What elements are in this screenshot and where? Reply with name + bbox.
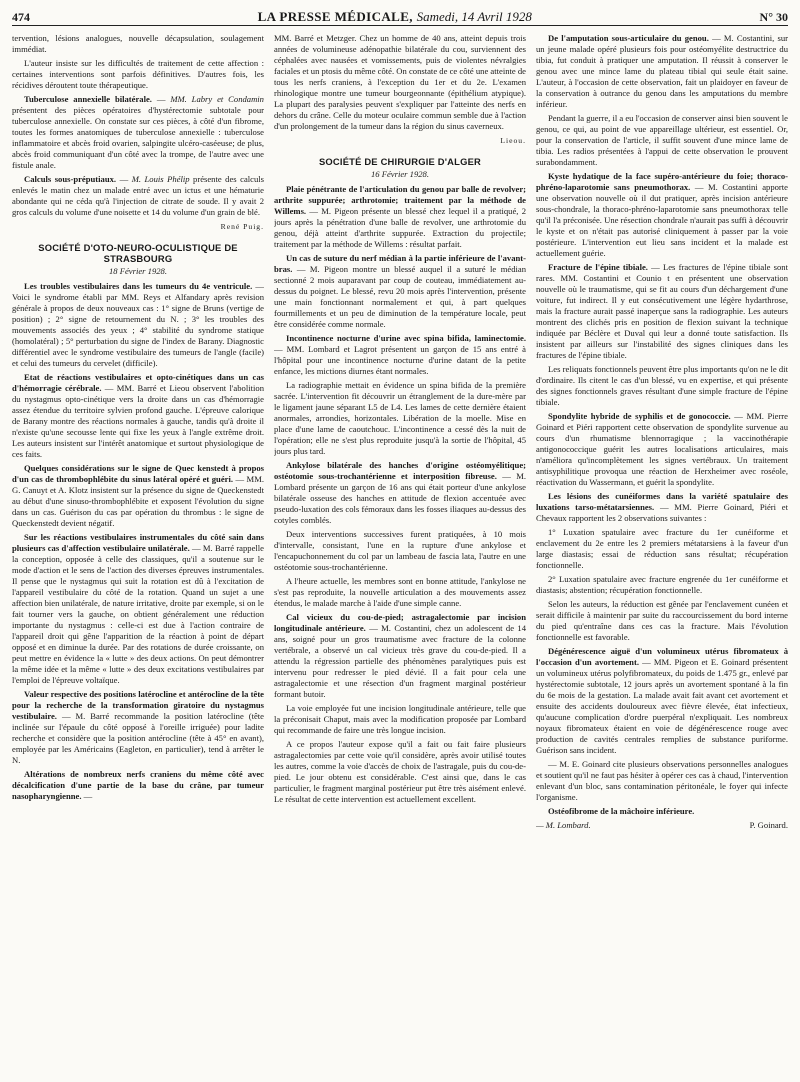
article-body: — M. Lombard présente un garçon de 16 ans qui était porteur d'une ankylose bilatérale osseuse des hanches en attitude de flexion accentuée avec pseudo-luxation des cols fémoraux dans les fosses iliaques au-dessus des cotyles comblés. (274, 471, 526, 525)
article-heading: Calculs sous-préputiaux. (24, 174, 117, 184)
signature: Lieou. (500, 136, 526, 145)
article-heading: Plaie pénétrante de l'articulation du genou par balle de revolver; arthrite suppurée; arthrotomie; traitement par la méthode de Willems. (274, 184, 526, 216)
article-body: présentent des pièces opératoires d'hystérectomie subtotale pour tuberculose annexielle. On constate sur ces pièces, à côté d'un fibrome, toutes les formes anatomiques de tuberculose annexielle : tuberculose inflammatoire et abcès froid ovarien, salpingite ulcéro-caséeuse; de plus, abcès froid communiquant d'un côté avec la trompe, de l'autre avec une fistule anale. (12, 105, 264, 170)
article-heading: Altérations de nombreux nerfs craniens du même côté avec décalcification d'une partie de la base du crâne, par tumeur nasopharyngienne. (12, 769, 264, 801)
article: Altérations de nombreux nerfs craniens du même côté avec décalcification d'une partie de la base du crâne, par tumeur nasopharyngienne. — (12, 769, 264, 801)
article (274, 460, 526, 526)
article-heading: Les lésions des cunéiformes dans la variété spatulaire des luxations tarso-métatarsiennes. (536, 491, 788, 512)
article-body: — MM. Pierre Goinard, Piéri et Chevaux rapportent les 2 observations suivantes : (536, 502, 788, 523)
article: Calculs sous-préputiaux. — M. Louis Phélip présente des calculs enlevés le matin chez un malade entré avec un ictus et une hématurie abondante qui ne céda qu'à l'injection de citrate de soude. Il y avait 2 gros calculs du volume d'une noisette et 14 du volume d'un grain de blé. (12, 174, 264, 217)
article-body: — M. Costantini, chez un adolescent de 14 ans, soigné pour un gros traumatisme avec fracture de la colonne vertébrale, a observé un cal vicieux très grave du cou-de-pied. Il a attendu la régression partielle des phénomènes paralytiques puis est intervenu pour redresser le pied dévié. Il a fait pour cela une astragalectomie et une résection d'un fragment marginal postérieur formant butoir. (274, 623, 526, 699)
article-heading: De l'amputation sous-articulaire du genou. (548, 33, 709, 43)
article-footer (536, 820, 788, 831)
article-authors: MM. Labry et Condamin (170, 94, 264, 104)
paragraph: Deux interventions successives furent pratiquées, à 10 mois d'intervalle, consistant, l'une en la rupture d'une ankylose et l'encapuchonnement du col par un lambeau de fascia lata, l'autre en une ostéotomie sous-trochantérienne. (274, 529, 526, 572)
article-body: — M. Barré recommande la position latérocline (tête inclinée sur l'épaule du côté opposé à l'oreille irriguée) pour ladite recherche et considère que la position antérocline (tête à 45° en avant), employée par les Américains (Eagleton, en particulier), tend à arrêter le N. (12, 711, 264, 765)
article (12, 281, 264, 369)
issue-number: N° 30 (759, 10, 788, 24)
article (536, 171, 788, 259)
article-authors: M. Louis Phélip (131, 174, 190, 184)
paragraph: 1° Luxation spatulaire avec fracture du 1er cunéiforme et enclavement du 2e entre les 2 premiers métatarsiens à la faveur d'un large diastasis; essai de réduction sans résultat; récupération fonctionnelle. (536, 527, 788, 570)
section-heading: SOCIÉTÉ D'OTO-NEURO-OCULISTIQUE DE STRASBOURG (38, 242, 238, 264)
article (536, 491, 788, 524)
article-heading: Valeur respective des positions latérocline et antérocline de la tête pour la recherche de la transformation giratoire du nystagmus vestibulaire. (12, 689, 264, 721)
column-1 (12, 33, 264, 1073)
article (536, 646, 788, 756)
article-heading: Spondylite hybride de syphilis et de gonococcie. (548, 411, 731, 421)
article-body: — MM. Barré et Lieou observent l'abolition du nystagmus opto-cinétique vers la droite dans un cas d'hémorragie assez étendue du territoire sylvien profond gauche. L'épreuve calorique de Barany montre des réactions normales à gauche, tandis qu'à droite il n'existe qu'une secousse lente qui fixe les yeux à l'angle extrême droit. Les auteurs insistent sur l'intérêt anatomique et surtout physiologique de ces faits. (12, 383, 264, 459)
paragraph: Les reliquats fonctionnels peuvent être plus importants qu'on ne le dit d'ordinaire. Ils citent le cas d'un blessé, vu en expertise, et qui présente des signes fonctionnels graves résultant d'une simple fracture de l'épine tibiale. (536, 364, 788, 407)
section-heading: SOCIÉTÉ DE CHIRURGIE D'ALGER (318, 156, 481, 167)
journal-name: LA PRESSE MÉDICALE, (257, 9, 413, 24)
article-body: — M. Costantini, sur un jeune malade opéré plusieurs fois pour ostéomyélite destructrice du tibia, fut conduit à pratiquer une amputation. Il réussit à conserver le genou avec une mince lame du plateau tibial qui seule était saine. L'auteur, à l'occasion de cette observation, fait un plaidoyer en faveur de la conservation à outrance du genou dans les amputations du membre inférieur. (536, 33, 788, 109)
paragraph: A l'heure actuelle, les membres sont en bonne attitude, l'ankylose ne s'est pas reproduite, la nouvelle articulation a des mouvements assez étendus, le malade marche à l'aide d'une simple canne. (274, 576, 526, 608)
section-date: 16 Février 1928. (371, 169, 429, 179)
article-heading: Ostéofibrome de la mâchoire inférieure. (548, 806, 695, 816)
paragraph: — M. E. Goinard cite plusieurs observations personnelles analogues et soutient qu'il ne faut pas hésiter à opérer ces cas à chaud, l'intervention enlevant d'un bloc, sans contamination péritonéale, le foyer qui infecte l'organisme. (536, 759, 788, 802)
journal-title (258, 9, 532, 25)
article (12, 532, 264, 686)
article (274, 333, 526, 377)
column-2 (274, 33, 526, 1073)
article-heading: Etat de réactions vestibulaires et opto-cinétiques dans un cas d'hémorragie cérébrale. (12, 372, 264, 393)
paragraph: La voie employée fut une incision longitudinale antérieure, telle que la préconisait Chaput, mais avec la modification proposée par Lombard qui recommande de faire une très longue incision. (274, 703, 526, 735)
paragraph: A ce propos l'auteur expose qu'il a fait ou fait faire plusieurs astragalectomies par cette voie qu'il considère, après avoir utilisé toutes les autres, comme la voie d'accès de choix de l'astragale, puis du cou-de-pied. Le jour obtenu est considérable. C'est ainsi que, dans le cas particulier, le fragment marginal postérieur put être très aisément enlevé. Le résultat de cette intervention est actuellement excellent. (274, 739, 526, 804)
article-body: — Les fractures de l'épine tibiale sont rares. MM. Costantini et Counio t en présentent une observation nouvelle où le traumatisme, qui se fit au cours d'un déchargement d'une voiture, fut indirect. Il y eut consécutivement une légère hydarthrose, mais la fracture aurait passé inaperçue sans la radiographie. Les auteurs montrent des clichés pris en position de flexion suivant la technique indiquée par Béclère et Duval qui leur a donné toute satisfaction. Ils insistent par ailleurs sur l'instabilité des signes cliniques dans les fractures de l'épine tibiale. (536, 262, 788, 360)
article (12, 689, 264, 766)
article-heading: Quelques considérations sur le signe de Quec kenstedt à propos d'un cas de thrombophlébite du sinus latéral opéré et guéri. (12, 463, 264, 484)
article-authors: — M. Lombard. (536, 820, 591, 830)
article (274, 184, 526, 250)
article (12, 372, 264, 460)
article-heading: Kyste hydatique de la face supéro-antérieure du foie; thoraco-phréno-laparotomie sans pneumothorax. (536, 171, 788, 192)
article (274, 612, 526, 700)
article-heading: Sur les réactions vestibulaires instrumentales du côté sain dans plusieurs cas d'affection vestibulaire unilatérale. (12, 532, 264, 553)
article-heading: Cal vicieux du cou-de-pied; astragalectomie par incision longitudinale antérieure. (274, 612, 526, 633)
article-body: — M. Barré rappelle la conception, opposée à celle des classiques, qu'il a soutenue sur le mode d'action et le sens de l'action des diverses épreuves instrumentales. Il pense que le nystagmus qui suit la rotation est dû à l'excitation de l'appareil vestibulaire du côté de la rotation. Quand un sujet a une affection bien unilatérale, de nature irritative, droite par exemple, si on le fait tourner vers la gauche, on obtient généralement une réduction importante du nystagmus : celle-ci est due à l'action contraire de l'appareil droit qui gêne l'apparition de la réaction à point de départ opposé et en diminue la durée. Par des rotations de durée croissante, on peut mettre en évidence la « lutte » des deux actions. On peut démontrer la même idée et la même « lutte » des deux excitations vestibulaires par l'emploi de l'épreuve voltaïque. (12, 543, 264, 685)
article (536, 411, 788, 488)
article-body: — MM. Pierre Goinard et Piéri rapportent cette observation de spondylite survenue au cours d'un rhumatisme blennorragique ; la vaccinothérapie antigonococcique guérit les autres localisations articulaires, mais n'améliora qu'incomplètement les signes vertébraux. Un traitement antisyphilitique provoqua une réaction de Herxheimer avec roséole, réactivation du Wassermann, et guérit la spondylite. (536, 411, 788, 487)
paragraph: 2° Luxation spatulaire avec fracture engrenée du 1er cunéiforme et diastasis; abstention; récupération fonctionnelle. (536, 574, 788, 595)
signature: René Puig. (220, 222, 264, 231)
article-heading: Un cas de suture du nerf médian à la partie inférieure de l'avant-bras. (274, 253, 526, 274)
paragraph: L'auteur insiste sur les difficultés de traitement de cette affection : certaines interventions sont parfois définitives. D'autres fois, les récidives déroutent toute thérapeutique. (12, 58, 264, 90)
column-3 (536, 33, 788, 1073)
article-heading: Ankylose bilatérale des hanches d'origine ostéomyélitique; ostéotomie sous-trochantérienne et interposition fibreuse. (274, 460, 526, 481)
article-heading: Incontinence nocturne d'urine avec spina bifida, laminectomie. (286, 333, 526, 343)
article-heading: Fracture de l'épine tibiale. (548, 262, 648, 272)
page-header (12, 3, 788, 26)
issue-date: Samedi, 14 Avril 1928 (416, 9, 532, 24)
section-date: 18 Février 1928. (109, 266, 167, 276)
article-body: — M. Costantini apporte une observation nouvelle où il dut pratiquer, après incision antérieure sous-chondrale, la thoraco-phréno-laparotomie sans pneumothorax telle qu'il l'a préconisée. Une résection chondrale n'aurait pas suffi à découvrir le kyste et on n'était pas autorisé cliniquement à passer par la voie postérieure. L'intervention eut lieu sans incident et la malade est actuellement guérie. (536, 182, 788, 258)
article (12, 463, 264, 529)
paragraph: La radiographie mettait en évidence un spina bifida de la première sacrée. L'intervention fit découvrir un étranglement de la dure-mère par le ligament jaune séparant L5 de L4. Les lames de cette dernière étaient anormales, arrondies, horizontales. Libération de la moelle. Mise en place d'une lame de caoutchouc. L'incontinence a cessé dès la nuit de l'opération; elle ne s'est plus reproduite jusqu'à la sortie de l'hôpital, 45 jours plus tard. (274, 380, 526, 456)
article-body: — M. Pigeon présente un blessé chez lequel il a pratiqué, 2 jours après la pénétration d'une balle de revolver, une arthrotomie du genou, déjà atteint d'arthrite suppurée. Extraction du projectile; traitement par la méthode de Willems : résultat parfait. (274, 206, 526, 249)
signature: P. Goinard. (749, 820, 788, 830)
article-body: — MM. G. Canuyt et A. Klotz insistent sur la présence du signe de Queckenstedt au début d'une sinuso-thrombophlébite et exposent l'évolution du signe dans un cas. Guérison du cas par opération du thrombus : le signe de Queckenstedt devient négatif. (12, 474, 264, 528)
article-body: — Voici le syndrome établi par MM. Reys et Alfandary après revision générale à propos de deux nouveaux cas : 1° signe de Bruns (vertige de position) ; 2° signe de retournement du N. ; 3° les troubles des mouvements associés des yeux ; 4° stabilité du syndrome statique (homolatéral) ; 5° perturbation du signe de l'index de Barany. Diagnostic différentiel avec le syndrome vestibulaire des tumeurs de l'angle (facile) et celui des tumeurs du cervelet (difficile). (12, 281, 264, 368)
article (274, 253, 526, 330)
article-heading: Dégénérescence aiguë d'un volumineux utérus fibromateux à l'occasion d'un avortement. (536, 646, 788, 667)
article: Tuberculose annexielle bilatérale. — MM. Labry et Condamin présentent des pièces opératoires d'hystérectomie subtotale pour tuberculose annexielle. On constate sur ces pièces, à côté d'un fibrome, toutes les formes anatomiques de tuberculose annexielle : tuberculose inflammatoire et abcès froid ovarien, salpingite ulcéro-caséeuse; de plus, abcès froid communiquant d'un côté avec la trompe, de l'autre avec une fistule anale. (12, 94, 264, 170)
article-heading: Tuberculose annexielle bilatérale. (24, 94, 152, 104)
article (536, 806, 788, 817)
paragraph: Selon les auteurs, la réduction est gênée par l'enclavement cunéen et serait difficile à maintenir par suite du raccourcissement du bord interne du pied qu'entraîne dans ces cas la fracture. Mais l'évolution fonctionnelle est favorable. (536, 599, 788, 642)
paragraph: Pendant la guerre, il a eu l'occasion de conserver ainsi bien souvent le genou, ce qui, au point de vue appareillage ultérieur, est essentiel. Or, pour la conservation de l'article, il suffit souvent d'une mince lame de tibia. Les radios présentées à l'appui de cette observation le prouvent surabondamment. (536, 113, 788, 167)
article-body: présente des calculs enlevés le matin chez un malade entré avec un ictus et une hématurie abondante qui ne céda qu'à l'injection de citrate de soude. Il y avait 2 gros calculs du volume d'une noisette et 14 du volume d'un grain de blé. (12, 174, 264, 217)
paragraph: tervention, lésions analogues, nouvelle décapsulation, soulagement immédiat. (12, 33, 264, 54)
article-body: — MM. Pigeon et E. Goinard présentent un volumineux utérus polyfibromateux, du poids de 1.475 gr., enlevé par hystérectomie subtotale, 12 jours après un avortement spontané à la fin du 6e mois de la gestation. La malade avait fait avant cet avortement et ensuite des accidents douloureux avec fièvre élevée, état infectieux, qu'aucune complication d'ordre puerpéral n'expliquait. Les nombreux noyaux fibromateux étaient en voie de dégénérescence rouge avec production de cavités centrales remplies de substance puriforme. Guérison sans incident. (536, 657, 788, 755)
article-body: — M. Pigeon montre un blessé auquel il a suturé le médian sectionné 2 mois auparavant par coup de couteau, immédiatement au-dessus du poignet. Le blessé, revu 20 mois après l'intervention, présente une main fonctionnant normalement et qui, à part quelques fourmillements et un peu de diminution de la température locale, peut être considérée comme normale. (274, 264, 526, 329)
article (536, 262, 788, 361)
article (536, 33, 788, 110)
page-number: 474 (12, 10, 30, 24)
article-heading: Les troubles vestibulaires dans les tumeurs du 4e ventricule. (24, 281, 253, 291)
article-body: — MM. Lombard et Lagrot présentent un garçon de 15 ans entré à l'hôpital pour une incontinence nocturne d'urine datant de la petite enfance, les mictions diurnes étant normales. (274, 344, 526, 376)
paragraph: MM. Barré et Metzger. Chez un homme de 40 ans, atteint depuis trois années de volumineuse adénopathie bilatérale du cou, surviennent des céphalées avec nausées et vomissements, puis de violentes névralgies faciales et un ptosis du même côté. On constate de ce côté une atteinte de tous les nerfs craniens, à l'exception du 1er et du 2e. L'examen rhinologique montre une tumeur bourgeonnante (épithélium atypique). La plupart des paralysies peuvent s'expliquer par l'atteinte des nerfs en dehors du crâne. Celle du moteur oculaire commun semble due à l'action d'un prolongement de la tumeur dans la région du sinus caverneux. (274, 33, 526, 131)
